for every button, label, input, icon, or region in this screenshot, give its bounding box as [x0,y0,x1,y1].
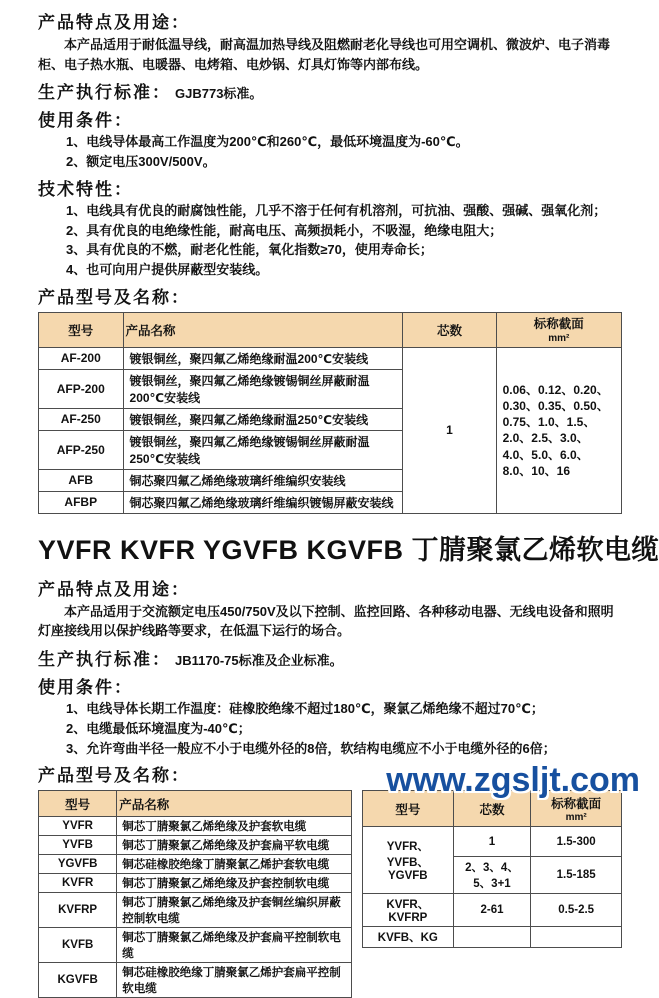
area-cell: 1.5-300 [531,827,622,857]
model-cell: YVFB [39,836,117,855]
model-cell: YVFR [39,817,117,836]
name-cell: 铜芯丁腈聚氯乙烯绝缘及护套扁平控制软电缆 [117,928,352,963]
column-header-cores: 芯数 [403,313,496,348]
section1-condition-item: 2、额定电压300V/500V。 [66,153,216,169]
model-cell: YGVFB [39,855,117,874]
table-row [363,827,622,857]
models-table-left [38,790,352,998]
section2-tables [38,790,622,998]
model-cell: KVFRP [39,893,117,928]
model-cell: KGVFB [39,963,117,998]
cores-cell: 1 [453,827,531,857]
section1-standard-heading: 生产执行标准： [38,83,171,102]
section1-condition-item: 1、电线导体最高工作温度为200℃和260℃，最低环境温度为-60℃。 [66,134,469,149]
section1-tech-item: 2、具有优良的电绝缘性能，耐高电压、高频损耗小，不吸湿，绝缘电阻大； [66,222,503,238]
section2-models-heading: 产品型号及名称： [38,766,190,786]
model-cell: KVFR、KVFRP [363,894,454,927]
model-cell: KVFB [39,928,117,963]
model-cell: AF-250 [39,408,124,430]
section2-condition-item: 1、电线导体长期工作温度：硅橡胶绝缘不超过180℃，聚氯乙烯绝缘不超过70℃； [66,700,544,716]
table-row [39,963,352,998]
table-row [39,347,622,369]
table-row [39,893,352,928]
model-cell: AFBP [39,491,124,513]
model-cell: AF-200 [39,347,124,369]
area-label: 标称截面 [551,797,602,812]
model-cell: AFB [39,469,124,491]
name-cell: 镀银铜丝，聚四氟乙烯绝缘镀锡铜丝屏蔽耐温200℃安装线 [123,369,403,408]
name-cell: 镀银铜丝，聚四氟乙烯绝缘镀锡铜丝屏蔽耐温250℃安装线 [123,430,403,469]
name-cell: 铜芯聚四氟乙烯绝缘玻璃纤维编织安装线 [123,469,403,491]
column-header-model: 型号 [39,313,124,348]
column-header-model: 型号 [39,791,117,817]
section2-standard-value: JB1170-75标准及企业标准。 [175,652,343,668]
name-cell: 铜芯丁腈聚氯乙烯绝缘及护套软电缆 [117,817,352,836]
area-cell [531,927,622,948]
column-header-area [496,313,621,348]
name-cell: 铜芯丁腈聚氯乙烯绝缘及护套控制软电缆 [117,874,352,893]
name-cell: 镀银铜丝，聚四氟乙烯绝缘耐温200℃安装线 [123,347,403,369]
model-group-cell: YVFR、YVFB、YGVFB [363,827,454,894]
area-cell: 0.06、0.12、0.20、0.30、0.35、0.50、0.75、1.0、1.5、2.0、2.5、3.0、4.0、5.0、6.0、8.0、10、16 [496,347,621,513]
name-cell: 铜芯丁腈聚氯乙烯绝缘及护套扁平软电缆 [117,836,352,855]
specs-table-right [362,790,622,948]
table-row [39,928,352,963]
section2-standard-heading: 生产执行标准： [38,649,171,669]
area-label: 标称截面 [533,317,584,332]
column-header-name: 产品名称 [117,791,352,817]
table-row [363,894,622,927]
area-cell: 1.5-185 [531,857,622,894]
site-watermark: www.zgsljt.com [386,761,640,799]
name-cell: 铜芯丁腈聚氯乙烯绝缘及护套铜丝编织屏蔽控制软电缆 [117,893,352,928]
area-unit: mm² [548,332,570,344]
section1-features-heading: 产品特点及用途： [38,13,190,32]
area-cell: 0.5-2.5 [531,894,622,927]
section2-condition-item: 2、电缆最低环境温度为-40℃； [66,720,251,736]
model-cell: KVFR [39,874,117,893]
cores-cell: 2-61 [453,894,531,927]
section1-standard-value: GJB773标准。 [175,86,263,101]
name-cell: 镀银铜丝，聚四氟乙烯绝缘耐温250℃安装线 [123,408,403,430]
section1-tech-item: 1、电线具有优良的耐腐蚀性能，几乎不溶于任何有机溶剂，可抗油、强酸、强碱、强氧化剂； [66,202,607,218]
column-header-cores: 芯数 [453,791,531,827]
section2-title: YVFR KVFR YGVFB KGVFB 丁腈聚氯乙烯软电缆 [38,534,659,565]
table-row [39,836,352,855]
table-row [39,817,352,836]
section2-conditions-heading: 使用条件： [38,677,133,697]
section2-condition-item: 3、允许弯曲半径一般应不小于电缆外径的8倍，软结构电缆应不小于电缆外径的6倍； [66,740,556,756]
table-header-row [39,791,352,817]
name-cell: 铜芯硅橡胶绝缘丁腈聚氯乙烯护套扁平控制软电缆 [117,963,352,998]
model-cell: AFP-200 [39,369,124,408]
cores-cell: 1 [403,347,496,513]
section1-models-heading: 产品型号及名称： [38,288,190,308]
name-cell: 铜芯聚四氟乙烯绝缘玻璃纤维编织镀锡屏蔽安装线 [123,491,403,513]
table-row [39,874,352,893]
section1-conditions-heading: 使用条件： [38,111,133,130]
column-header-model: 型号 [363,791,454,827]
column-header-name: 产品名称 [123,313,403,348]
table-header-row [39,313,622,348]
name-cell: 铜芯硅橡胶绝缘丁腈聚氯乙烯护套软电缆 [117,855,352,874]
section2-features-paragraph: 本产品适用于交流额定电压450/750V及以下控制、监控回路、各种移动电器、无线电设备和照明灯座接线用以保护线路等要求，在低温下运行的场合。 [38,603,614,639]
section2-standard-line [38,645,622,670]
model-cell: AFP-250 [39,430,124,469]
section1-tech-item: 3、具有优良的不燃，耐老化性能，氧化指数≥70，使用寿命长； [66,242,433,258]
table-row [39,855,352,874]
cores-cell [453,927,531,948]
section1-tech-item: 4、也可向用户提供屏蔽型安装线。 [66,262,269,278]
table-row [363,927,622,948]
section2-features-heading: 产品特点及用途： [38,579,190,599]
cores-cell: 2、3、4、5、3+1 [453,857,531,894]
model-cell: KVFB、KG [363,927,454,948]
section1-tech-heading: 技术特性： [38,179,133,199]
section1-features-paragraph: 本产品适用于耐低温导线，耐高温加热导线及阻燃耐老化导线也可用空调机、微波炉、电子消毒柜、电子热水瓶、电暖器、电烤箱、电炒锅、灯具灯饰等内部布线。 [38,37,611,72]
area-unit: mm² [565,812,587,824]
section1-standard-line [38,78,622,103]
models-table-af-series [38,312,622,514]
